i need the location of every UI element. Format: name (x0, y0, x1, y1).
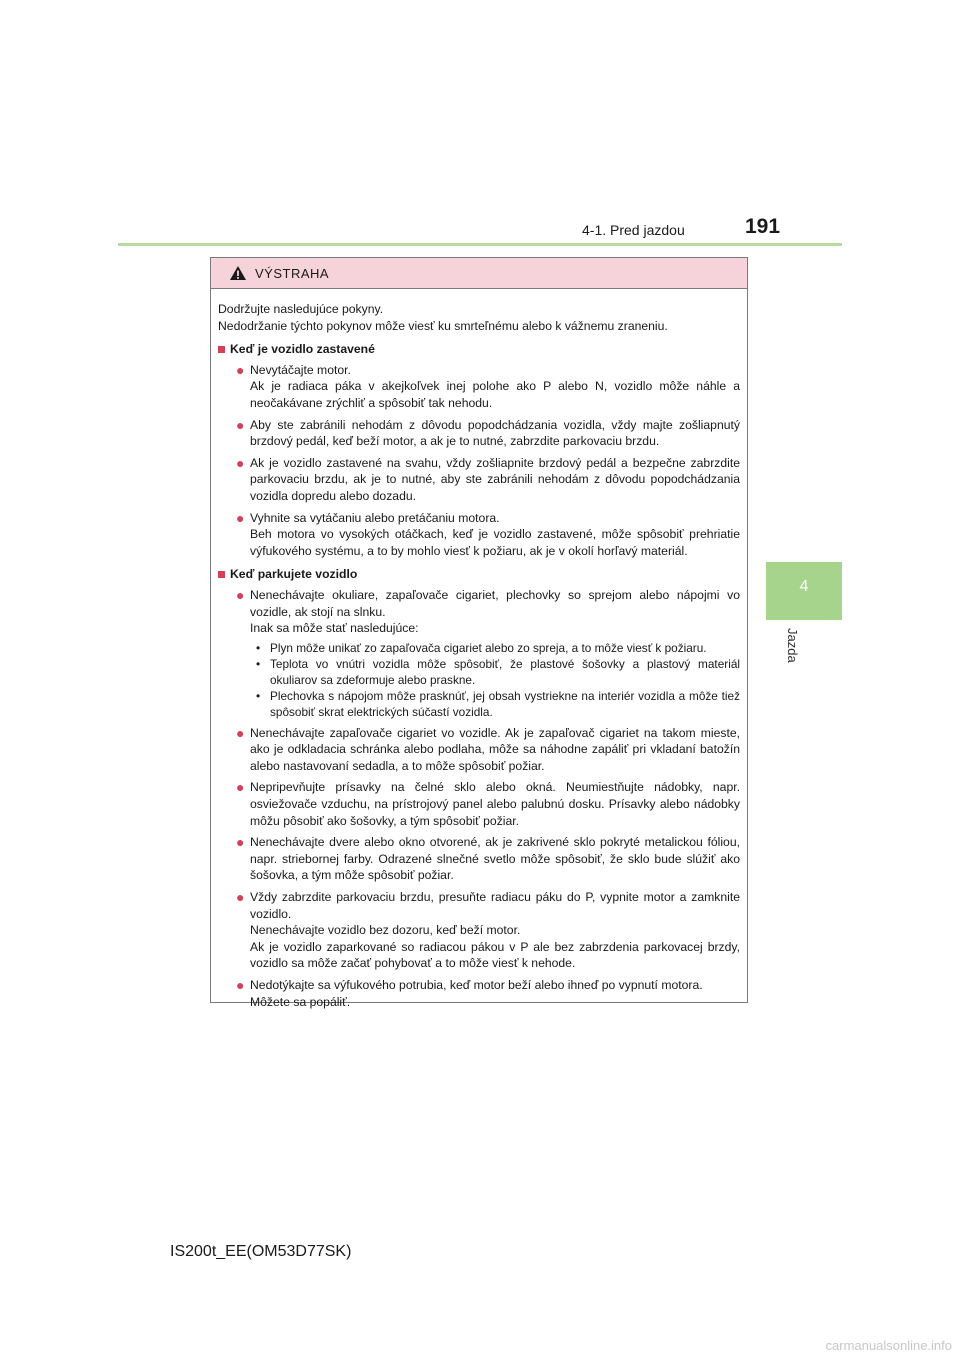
round-bullet-icon: ● (236, 361, 245, 378)
sub-list-item (250, 688, 740, 720)
small-bullet-icon: • (256, 640, 261, 655)
warning-triangle-icon (229, 265, 247, 281)
round-bullet-icon: ● (236, 977, 245, 993)
list-item-text (250, 362, 740, 412)
warning-header (211, 258, 747, 289)
list-item-line: Ak je vozidlo zastavené na svahu, vždy zošliapnite brzdový pedál a bezpečne zabrzdite parkovaciu brzdu, ak je to nutné, aby ste zabránili nehodám z dôvodu popodchádzania vozidla dopredu alebo dozadu. (250, 455, 740, 503)
warning-sections (218, 341, 740, 1010)
list-item (218, 510, 740, 560)
small-bullet-icon: • (256, 688, 261, 703)
round-bullet-icon: ● (236, 509, 245, 526)
round-bullet-icon: ● (236, 586, 245, 603)
small-bullet-icon: • (256, 656, 261, 671)
list-item-line: Nenechávajte dvere alebo okno otvorené, ak je zakrivené sklo pokryté metalickou fóliou, napr. striebornej farby. Odrazené slnečné svetlo môže spôsobiť, že sklo bude slúžiť ako šošovka, a tým môže spôsobiť požiar. (250, 835, 740, 883)
round-bullet-icon: ● (236, 834, 245, 851)
list-item-text (250, 779, 740, 829)
list-item-text (250, 725, 740, 775)
intro-line: Nedodržanie týchto pokynov môže viesť ku smrteľnému alebo k vážnemu zraneniu. (218, 318, 668, 333)
warning-title: VÝSTRAHA (255, 265, 330, 281)
list-item-line: Vždy zabrzdite parkovaciu brzdu, presuňte radiacu páku do P, vypnite motor a zamknite vozidlo. (250, 890, 740, 921)
list-item-text (250, 587, 740, 720)
list-item-text (250, 510, 740, 560)
list-item (218, 417, 740, 450)
list-item-line: Beh motora vo vysokých otáčkach, keď je vozidlo zastavené, môže spôsobiť prehriatie výfukového systému, a to by mohlo viesť k požiaru, ak je v okolí horľavý materiál. (250, 527, 740, 558)
list-item (218, 977, 740, 1010)
sub-list-item (250, 640, 740, 656)
list-item-text (250, 977, 740, 1010)
watermark: carmanualsonline.info (825, 1338, 952, 1353)
list-item-text (250, 417, 740, 450)
round-bullet-icon: ● (236, 416, 245, 433)
intro-line: Dodržujte nasledujúce pokyny. (218, 302, 384, 316)
round-bullet-icon: ● (236, 889, 245, 906)
section-title: 4-1. Pred jazdou (582, 222, 685, 238)
list-item-line: Nenechávajte okuliare, zapaľovače cigariet, plechovky so sprejom alebo nápojmi vo vozidle, ak stojí na slnku. (250, 587, 740, 619)
sub-list-item-text: Teplota vo vnútri vozidla môže spôsobiť, že plastové šošovky a plastový materiál okuliarov sa zdeformuje alebo praskne. (270, 656, 740, 687)
list-item-line: Môžete sa popáliť. (250, 994, 351, 1009)
list-item-line: Vyhnite sa vytáčaniu alebo pretáčaniu motora. (250, 510, 500, 525)
sub-list-item (250, 656, 740, 688)
section-heading (218, 566, 740, 583)
list-item-text (250, 455, 740, 505)
square-bullet-icon (218, 346, 225, 353)
warning-intro (218, 301, 740, 334)
list-item-text (250, 889, 740, 972)
square-bullet-icon (218, 571, 225, 578)
list-item (218, 779, 740, 829)
list-item-line: Nevytáčajte motor. (250, 362, 351, 377)
list-item (218, 889, 740, 972)
document-code: IS200t_EE(OM53D77SK) (170, 1243, 352, 1260)
warning-box (210, 257, 748, 1009)
list-item-line: Nenechávajte zapaľovače cigariet vo vozidle. Ak je zapaľovač cigariet na takom mieste, ako je odkladacia schránka alebo podlaha, môže sa náhodne zapáliť pri vkladaní batožín alebo nastavovaní sedadla, a to môže spôsobiť požiar. (250, 725, 740, 773)
section-heading-text: Keď parkujete vozidlo (230, 567, 358, 582)
round-bullet-icon: ● (236, 724, 245, 741)
section-heading (218, 341, 740, 358)
list-item (218, 834, 740, 884)
list-item-line: Aby ste zabránili nehodám z dôvodu popodchádzania vozidla, vždy majte zošliapnutý brzdový pedál, keď beží motor, a ak je to nutné, zabrzdite parkovaciu brzdu. (250, 417, 740, 449)
list-item-line: Ak je radiaca páka v akejkoľvek inej polohe ako P alebo N, vozidlo môže náhle a neočakávane zrýchliť a spôsobiť tak nehodu. (250, 379, 740, 410)
sub-list (250, 640, 740, 720)
list-item (218, 362, 740, 412)
chapter-label: Jazda (785, 628, 800, 663)
list-item-line: Nenechávajte vozidlo bez dozoru, keď beží motor. (250, 923, 521, 938)
list-item-text (250, 834, 740, 884)
list-item (218, 455, 740, 505)
list-item (218, 587, 740, 720)
page-number: 191 (745, 215, 781, 238)
round-bullet-icon: ● (236, 779, 245, 796)
chapter-tab[interactable]: 4 (766, 562, 842, 620)
list-item-line: Ak je vozidlo zaparkované so radiacou pákou v P ale bez zabrzdenia parkovacej brzdy, vozidlo sa môže začať pohybovať a to môže viesť k nehode. (250, 939, 740, 971)
list-item-line: Nepripevňujte prísavky na čelné sklo alebo okná. Neumiestňujte nádobky, napr. osviežovače vzduchu, na prístrojový panel alebo palubnú dosku. Prísavky alebo nádobky môžu pôsobiť ako šošovky, a tým spôsobiť požiar. (250, 780, 740, 828)
list-item (218, 725, 740, 775)
list-item-line: Inak sa môže stať nasledujúce: (250, 621, 419, 636)
round-bullet-icon: ● (236, 454, 245, 471)
section-heading-text: Keď je vozidlo zastavené (230, 342, 375, 357)
list-item-line: Nedotýkajte sa výfukového potrubia, keď motor beží alebo ihneď po vypnutí motora. (250, 978, 703, 992)
sub-list-item-text: Plyn môže unikať zo zapaľovača cigariet alebo zo spreja, a to môže viesť k požiaru. (270, 640, 707, 655)
warning-body (211, 289, 747, 1010)
header-divider (118, 243, 842, 246)
sub-list-item-text: Plechovka s nápojom môže prasknúť, jej obsah vystriekne na interiér vozidla a môže tiež spôsobiť skrat elektrických súčastí vozidla. (270, 688, 740, 719)
